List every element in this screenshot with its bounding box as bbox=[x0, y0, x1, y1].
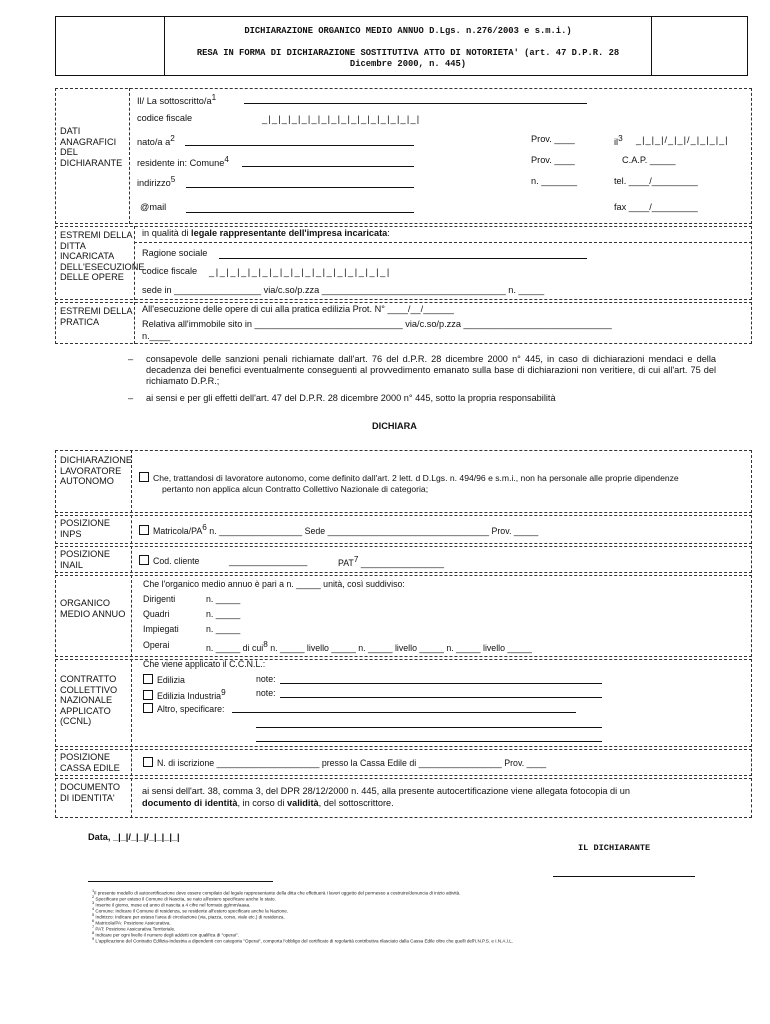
indirizzo-field[interactable] bbox=[186, 187, 414, 188]
dichiara-heading: DICHIARA bbox=[372, 421, 417, 431]
autonomo-option[interactable]: Che, trattandosi di lavoratore autonomo, come definito dall'art. 2 lett. d D.Lgs. n. 494/96 e s.m.i., non ha personale alle proprie dipendenze bbox=[139, 472, 679, 483]
section-label-autonomo: DICHIARAZIONE LAVORATORE AUTONOMO bbox=[60, 455, 132, 486]
nato-label: nato/a $a^2$ bbox=[137, 134, 175, 148]
autonomo-text-2: pertanto non applica alcun Contratto Collettivo Nazionale di categoria; bbox=[162, 484, 429, 494]
sede-ditta-field[interactable]: sede in _________________ via/c.so/p.zza ____________________________________ n. _____ bbox=[142, 285, 545, 295]
industria-note-field[interactable] bbox=[280, 697, 602, 698]
inps-matricola-option[interactable]: Matricola/$PA^6$ n. _________________ Sede _________________________________ Prov. _____ bbox=[139, 523, 538, 536]
premessa-1: consapevole delle sanzioni penali richiamate dall'art. 76 del d.P.R. 28 dicembre 2000 n° 445, in caso di dichiarazioni mendaci e della decadenza dei benefici eventualmente conseguenti al provvedimento emanato sulla base di dichiarazioni non veritiere, di cui all'art. 75 del richiamato D.P.R.; bbox=[146, 354, 716, 386]
prov-field[interactable]: Prov. ____ bbox=[531, 134, 575, 144]
autonomo-checkbox[interactable] bbox=[139, 472, 149, 482]
footnote-4: $^4$ Comune: Indicare il Comune di residenza, se residente all'estero specificare anche la Nazione. bbox=[92, 907, 289, 914]
cf-ditta-label: codice fiscale bbox=[142, 266, 198, 276]
indirizzo-label: indirizzo$^5$ bbox=[137, 175, 176, 189]
tel-field[interactable]: tel. ____/_________ bbox=[614, 176, 698, 186]
nato-field[interactable] bbox=[185, 145, 414, 146]
ccnl-intro: Che viene applicato il C.C.N.L.: bbox=[143, 659, 266, 669]
edilizia-note-label: note: bbox=[256, 674, 276, 684]
qualita-text: in qualità di legale rappresentante dell'impresa incaricata: bbox=[142, 228, 390, 238]
ragione-field[interactable] bbox=[219, 258, 587, 259]
documento-text-1: ai sensi dell'art. 38, comma 3, del DPR 28/12/2000 n. 445, alla presente autocertificazione viene allegata fotocopia di un bbox=[142, 786, 630, 796]
cap-field[interactable]: C.A.P. _____ bbox=[622, 155, 676, 165]
bullet-dash: – bbox=[128, 393, 134, 403]
edilizia-note-field[interactable] bbox=[280, 683, 602, 684]
operai-label: Operai bbox=[143, 640, 170, 650]
footnote-8: $^8$ Indicare per ogni livello il numero degli addetti con qualifica di "operai". bbox=[92, 931, 239, 938]
comune-field[interactable] bbox=[242, 166, 414, 167]
documento-text-2: documento di identità, in corso di validità, del sottoscrittore. bbox=[142, 798, 394, 808]
industria-checkbox[interactable] bbox=[143, 690, 153, 700]
inail-option[interactable]: Cod. cliente bbox=[139, 555, 199, 566]
organico-intro: Che l'organico medio annuo è pari a n. _____ unità, così suddiviso: bbox=[143, 579, 405, 589]
ccnl-industria-option[interactable]: Edilizia Industria$^9$ bbox=[143, 688, 226, 701]
fax-field[interactable]: fax ____/_________ bbox=[614, 202, 698, 212]
dirigenti-label: Dirigenti bbox=[143, 594, 176, 604]
dirigenti-field[interactable]: n. _____ bbox=[206, 594, 241, 604]
section-label-inps: POSIZIONE INPS bbox=[60, 518, 111, 539]
industria-note-label: note: bbox=[256, 688, 276, 698]
cf-ditta-slots[interactable]: _|_|_|_|_|_|_|_|_|_|_|_|_|_|_|_|_| bbox=[209, 267, 391, 277]
footnote-6: $^6$ Matricola/PA: Posizione Assicurativa. bbox=[92, 919, 171, 926]
altro-field-2[interactable] bbox=[256, 727, 602, 728]
ragione-label: Ragione sociale bbox=[142, 248, 208, 258]
section-label-pratica: ESTREMI DELLA PRATICA bbox=[60, 306, 132, 327]
signature-line[interactable] bbox=[553, 876, 695, 877]
mail-label: @mail bbox=[140, 202, 167, 212]
footnote-3: $^3$ Inserire il giorno, mese ed anno di nascita a 4 cifre nel formato gg/mm/aaaa. bbox=[92, 901, 251, 908]
footnote-7: $^7$ PAT: Posizione Assicurativa Territoriale. bbox=[92, 925, 176, 932]
footnote-2: $^2$ Specificare per esteso il Comune di Nascita, se nato all'estero specificare anche lo stato. bbox=[92, 895, 276, 902]
residente-label: residente in: Comune$^4$ bbox=[137, 155, 229, 169]
footnote-9: $^9$ L'applicazione del Contratto Edilizia-Industria a dipendenti con categoria "Operai", comporta l'obbligo del certificato di regolarità contributiva rilasciato dalla Cassa Edile oltre che quelli dell'I.N.P.S. e I.N.A.I.L. bbox=[92, 937, 514, 944]
sottoscritto-label: Il/ La sottoscritto/$a^1$ bbox=[137, 93, 217, 107]
pratica-immobile-field[interactable]: Relativa all'immobile sito in _____________________________ via/c.so/p.zza _____________________________ bbox=[142, 319, 612, 329]
pratica-prot-field[interactable]: All'esecuzione delle opere di cui alla pratica edilizia Prot. N° ____/__/______ bbox=[142, 304, 454, 314]
impiegati-label: Impiegati bbox=[143, 624, 179, 634]
section-label-inail: POSIZIONE INAIL bbox=[60, 549, 111, 570]
numero-field[interactable]: n. _______ bbox=[531, 176, 577, 186]
form-subtitle-2: Dicembre 2000, n. 445) bbox=[349, 59, 467, 69]
section-label-organico: ORGANICO MEDIO ANNUO bbox=[60, 598, 126, 619]
il-label: $il^3$ bbox=[614, 134, 623, 148]
premessa-2: ai sensi e per gli effetti dell'art. 47 del D.P.R. 28 dicembre 2000 n° 445, sotto la propria responsabilità bbox=[146, 393, 556, 403]
cf-label: codice fiscale bbox=[137, 113, 193, 123]
header-box bbox=[55, 16, 748, 76]
edilizia-checkbox[interactable] bbox=[143, 674, 153, 684]
inail-pat-field[interactable]: PAT$^7$ _________________ bbox=[338, 555, 444, 568]
altro-checkbox[interactable] bbox=[143, 703, 153, 713]
section-label-anagrafici: DATI ANAGRAFICI DEL DICHIARANTE bbox=[60, 126, 123, 168]
date-slots[interactable]: _|_|_|/_|_|/_|_|_|_| bbox=[636, 135, 729, 145]
pratica-numero-field[interactable]: n.____ bbox=[142, 331, 171, 341]
footnote-1: $^1$Il presente modello di autocertificazione deve essere compilato dal legale rappresentante della ditta che effettuerà i lavori oggetto del permesso a costruire/denuncia di inizio attività. bbox=[92, 889, 461, 896]
footnote-rule bbox=[88, 881, 273, 882]
impiegati-field[interactable]: n. _____ bbox=[206, 624, 241, 634]
ccnl-altro-option[interactable]: Altro, specificare: bbox=[143, 703, 224, 714]
cassa-checkbox[interactable] bbox=[143, 757, 153, 767]
altro-field-3[interactable] bbox=[256, 741, 602, 742]
operai-field[interactable]: n. _____ di cui$^8$ n. _____ livello _____ n. _____ livello _____ n. _____ livello _____ bbox=[206, 640, 532, 653]
cf-slots[interactable]: _|_|_|_|_|_|_|_|_|_|_|_|_|_|_|_| bbox=[262, 114, 421, 124]
prov-res-field[interactable]: Prov. ____ bbox=[531, 155, 575, 165]
section-label-ccnl: CONTRATTO COLLETTIVO NAZIONALE APPLICATO (CCNL) bbox=[60, 674, 118, 726]
inps-checkbox[interactable] bbox=[139, 525, 149, 535]
mail-field[interactable] bbox=[186, 212, 414, 213]
dichiarante-label: IL DICHIARANTE bbox=[578, 843, 651, 853]
sottoscritto-field[interactable] bbox=[244, 103, 587, 104]
section-label-cassa: POSIZIONE CASSA EDILE bbox=[60, 752, 120, 773]
ccnl-edilizia-option[interactable]: Edilizia bbox=[143, 674, 185, 685]
quadri-label: Quadri bbox=[143, 609, 170, 619]
inail-checkbox[interactable] bbox=[139, 555, 149, 565]
altro-field-1[interactable] bbox=[232, 712, 576, 713]
form-subtitle-1: RESA IN FORMA DI DICHIARAZIONE SOSTITUTIVA ATTO DI NOTORIETA' (art. 47 D.P.R. 28 bbox=[196, 48, 620, 58]
form-title: DICHIARAZIONE ORGANICO MEDIO ANNUO D.Lgs. n.276/2003 e s.m.i.) bbox=[244, 26, 572, 36]
section-label-documento: DOCUMENTO DI IDENTITA' bbox=[60, 782, 121, 803]
footnote-5: $^5$ Indirizzo: Indicare per esteso l'area di circolazione (via, piazza, corso, viale etc.) di residenza. bbox=[92, 913, 285, 920]
cassa-option[interactable]: N. di iscrizione _____________________ presso la Cassa Edile di _________________ Prov. ____ bbox=[143, 757, 546, 768]
inail-cod-field[interactable]: ________________ bbox=[229, 556, 308, 566]
bullet-dash: – bbox=[128, 354, 134, 364]
data-field[interactable]: Data, _|_|/_|_|/_|_|_|_| bbox=[88, 832, 180, 842]
section-label-ditta: ESTREMI DELLA DITTA INCARICATA DELL'ESECUZIONE DELLE OPERE bbox=[60, 230, 145, 282]
quadri-field[interactable]: n. _____ bbox=[206, 609, 241, 619]
